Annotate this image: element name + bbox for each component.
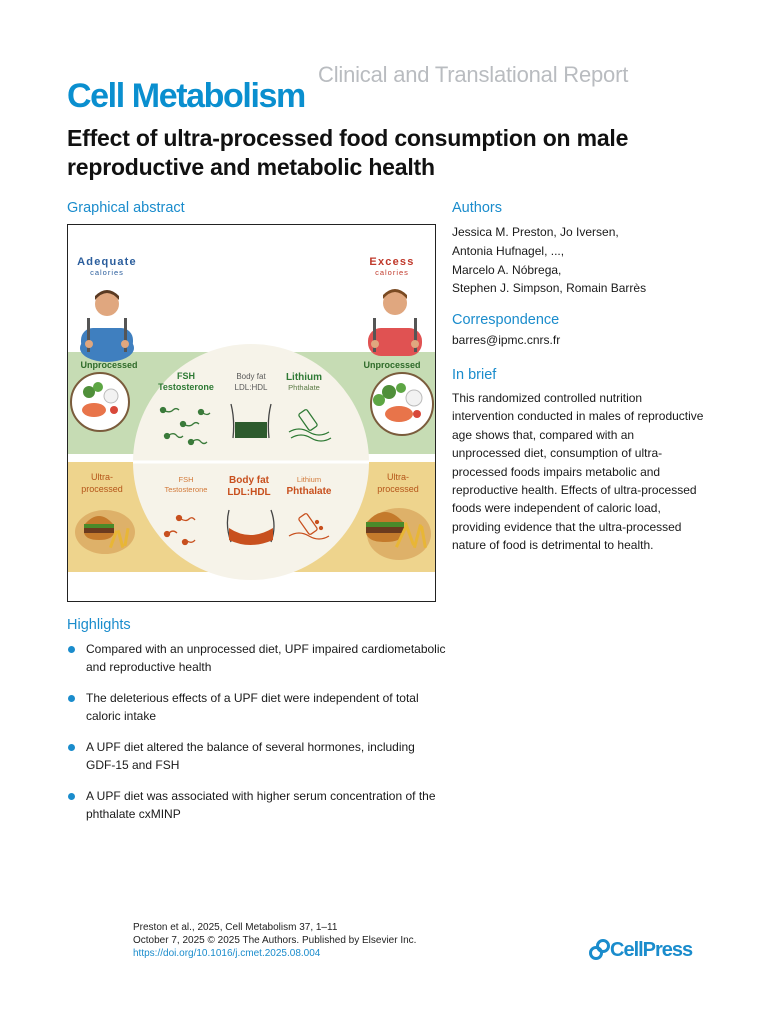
graphical-abstract-heading: Graphical abstract xyxy=(67,200,185,216)
bottom-lithium-label: Lithium xyxy=(296,475,322,484)
highlight-item xyxy=(67,690,447,726)
adequate-sub-label: calories xyxy=(90,268,124,277)
highlight-item xyxy=(67,739,447,775)
correspondence-email[interactable]: barres@ipmc.cnrs.fr xyxy=(452,333,561,347)
ultra-right-label-1: Ultra- xyxy=(387,472,409,482)
in-brief-heading: In brief xyxy=(452,367,497,383)
top-fsh-label: FSH xyxy=(177,371,195,381)
bottom-bodyfat-label: Body fat xyxy=(229,475,269,486)
ultraprocessed-meal-left-icon xyxy=(75,510,135,554)
top-phthalate-label: Phthalate xyxy=(288,383,320,392)
highlight-text: Compared with an unprocessed diet, UPF impaired cardiometabolic and reproductive health xyxy=(86,642,446,674)
author-line: Stephen J. Simpson, Romain Barrès xyxy=(452,281,647,296)
graphical-abstract xyxy=(67,224,436,602)
publisher-logo-text: CellPress xyxy=(610,939,693,961)
correspondence-heading: Correspondence xyxy=(452,312,560,328)
bullet-icon xyxy=(68,646,75,653)
unprocessed-meal-right-icon xyxy=(371,373,433,435)
journal-title: Cell Metabolism xyxy=(67,77,305,115)
unprocessed-meal-left-icon xyxy=(71,373,129,431)
citation-block xyxy=(133,921,416,960)
authors-list xyxy=(452,223,712,298)
ultra-left-label-1: Ultra- xyxy=(91,472,113,482)
top-ldl-label: LDL:HDL xyxy=(234,383,268,392)
bullet-icon xyxy=(68,793,75,800)
bottom-ldl-label: LDL:HDL xyxy=(227,487,271,498)
ultra-right-label-2: processed xyxy=(377,484,419,494)
copyright-line: October 7, 2025 © 2025 The Authors. Published by Elsevier Inc. xyxy=(133,935,417,946)
top-lithium-label: Lithium xyxy=(285,372,323,383)
adequate-label: Adequate xyxy=(77,256,137,268)
citation-line: Preston et al., 2025, Cell Metabolism 37, 1–11 xyxy=(133,922,338,933)
authors-heading: Authors xyxy=(452,200,502,216)
excess-label: Excess xyxy=(369,256,415,268)
highlight-text: A UPF diet was associated with higher serum concentration of the phthalate cxMINP xyxy=(86,789,436,822)
article-type: Clinical and Translational Report xyxy=(318,62,629,87)
bottom-phthalate-label: Phthalate xyxy=(286,486,332,497)
in-brief-text: This randomized controlled nutrition intervention conducted in males of reproductive age shows that, compared with an unprocessed diet, consumption of ultra-processed foods impairs metabolic and reproductive health. Effects of ultra-processed foods were independent of caloric load, providing evidence that the ultra-processed nature of food is detrimental to health. xyxy=(452,391,704,553)
author-line: Antonia Hufnagel, ..., xyxy=(452,243,565,258)
bottom-testosterone-label: Testosterone xyxy=(164,485,208,494)
ultra-left-label-2: processed xyxy=(81,484,123,494)
excess-sub-label: calories xyxy=(375,268,409,277)
article-title: Effect of ultra-processed food consumption on male reproductive and metabolic health xyxy=(67,125,629,180)
bottom-fsh-label: FSH xyxy=(178,475,194,484)
cellpress-logo-icon xyxy=(588,938,610,962)
doi-link[interactable]: https://doi.org/10.1016/j.cmet.2025.08.004 xyxy=(133,948,321,959)
highlight-item xyxy=(67,641,447,677)
highlight-text: A UPF diet altered the balance of several hormones, including GDF-15 and FSH xyxy=(86,740,415,772)
highlight-text: The deleterious effects of a UPF diet were independent of total caloric intake xyxy=(86,691,419,723)
bullet-icon xyxy=(68,695,75,702)
author-line: Jessica M. Preston, Jo Iversen, xyxy=(452,225,619,239)
top-bodyfat-label: Body fat xyxy=(236,372,266,381)
unprocessed-right-label: Unprocessed xyxy=(363,360,421,370)
author-line: Marcelo A. Nóbrega, xyxy=(452,262,562,277)
bullet-icon xyxy=(68,744,75,751)
highlight-item xyxy=(67,788,447,824)
highlights-list xyxy=(67,641,447,837)
highlights-heading: Highlights xyxy=(67,617,131,633)
unprocessed-left-label: Unprocessed xyxy=(80,360,138,370)
top-testosterone-label: Testosterone xyxy=(158,382,214,392)
